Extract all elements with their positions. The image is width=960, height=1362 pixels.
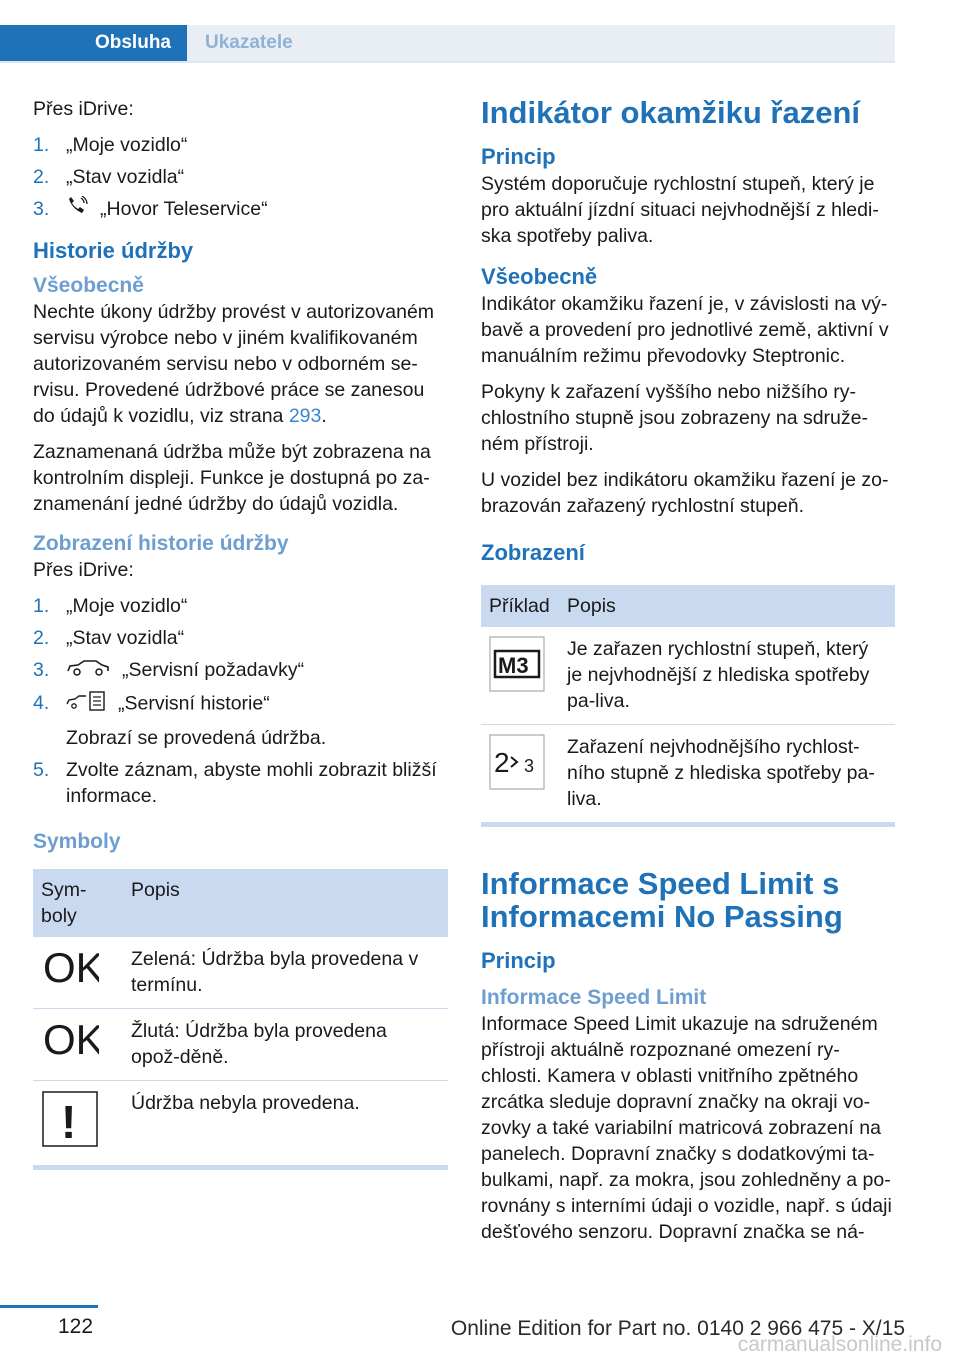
table-row [33,1009,448,1081]
svg-text:!: ! [61,1096,77,1149]
list-text: „Servisní historie“ [118,692,270,715]
list-number: 1. [33,595,50,618]
subsection-heading: Informace Speed Limit [481,986,707,1009]
paragraph: Pokyny k zařazení vyššího nebo nižšího ry‐chlostního stupně jsou zobrazeny na sdruže‐ném přístroji. [481,381,868,455]
display-table [481,585,895,827]
section-heading: Historie údržby [33,238,194,264]
svg-text:3: 3 [524,756,535,776]
intro-text: Přes iDrive: [33,559,134,582]
right-column [481,96,895,1255]
table-header: Popis [559,585,895,627]
page-number: 122 [58,1315,94,1338]
list-item [33,690,448,751]
service-history-icon [66,690,106,719]
table-cell: Zelená: Údržba byla provedena v termínu. [123,937,448,1009]
section-title: Indikátor okamžiku řazení [481,95,860,130]
left-column [33,96,448,1200]
edition-footer: Online Edition for Part no. 0140 2 966 475 - X/15 [450,1317,905,1340]
table-cell: Je zařazen rychlostní stupeň, který je nejvhodnější z hlediska spotřeby pa‐liva. [559,627,895,725]
paragraph: Indikátor okamžiku řazení je, v závislosti na vý‐bavě a provedení pro jednotlivé země, aktivní v manuálním režimu převodovky Steptronic. [481,293,889,367]
table-row [33,1081,448,1168]
section-title: Informace Speed Limit s Informacemi No Passing [481,866,843,934]
svg-text:M3: M3 [498,653,529,678]
list-item [33,593,448,619]
ok-green-icon [41,946,99,991]
section-heading: Všeobecně [481,264,598,289]
list-item [33,132,448,158]
watermark: carmanualsonline.info [737,1333,942,1356]
list-item [33,196,448,223]
section-heading: Princip [481,144,556,169]
paragraph: Nechte úkony údržby provést v autorizovaném servisu výrobce nebo v jiném kvalifikovaném autorizovaném servisu nebo v odborném se‐rvisu. Provedené údržbové práce se zanesou do údajů k vozidlu, viz strana 293. [33,301,435,428]
list-number: 3. [33,198,50,220]
list-item [33,657,448,684]
exclamation-icon [41,1096,99,1153]
ok-yellow-icon [41,1018,99,1063]
list-number: 1. [33,134,50,156]
page-number-rule [0,1305,98,1308]
intro-text: Přes iDrive: [33,98,134,120]
table-cell: Žlutá: Údržba byla provedena opož‐děně. [123,1009,448,1081]
list-text: Zvolte záznam, abyste mohli zobrazit bližší informace. [66,759,437,808]
list-subtext: Zobrazí se provedená údržba. [66,727,327,750]
subsection-heading: Zobrazení historie údržby [33,532,289,556]
subsection-heading: Všeobecně [33,274,144,298]
table-row [481,627,895,725]
history-steps [33,593,448,809]
list-text: „Stav vozidla“ [66,627,185,650]
table-cell: Údržba nebyla provedena. [123,1081,448,1168]
subsection-heading: Symboly [33,830,121,854]
paragraph: U vozidel bez indikátoru okamžiku řazení je zo‐brazován zařazený rychlostní stupeň. [481,469,889,517]
list-item [33,164,448,190]
list-item [33,625,448,651]
list-number: 2. [33,166,50,188]
list-number: 2. [33,627,50,650]
table-row [481,725,895,825]
table-cell: Zařazení nejvhodnějšího rychlost‐ního stupně z hlediska spotřeby pa‐liva. [559,725,895,825]
paragraph: Zaznamenaná údržba může být zobrazena na kontrolním displeji. Funkce je dostupná po za‐znamenání jedné údržby do údajů vozidla. [33,441,431,516]
section-heading: Zobrazení [481,540,585,565]
svg-text:OK: OK [43,946,99,987]
header-divider [0,61,895,63]
svg-text:OK: OK [43,1018,99,1059]
list-number: 3. [33,659,50,682]
teleservice-steps [33,132,448,223]
tab-obsluha[interactable]: Obsluha [0,25,187,61]
list-text: „Stav vozidla“ [66,166,185,188]
header-tabs [0,25,895,61]
paragraph: Informace Speed Limit ukazuje na sdruženém přístroji aktuálně rozpoznané omezení ry‐chlosti. Kamera v oblasti vnitřního zpětného zrcátka sleduje dopravní značky na okraji vo‐zovky a také variabilní matricová zobrazení na panelech. Dopravní značky s dodatkovými ta‐bulkami, např. za mokra, jsou zohledněny a po‐rovnány s interními údaji o vozidle, např. s údaji dešťového senzoru. Dopravní značka se ná‐ [481,1013,892,1243]
list-text: „Moje vozidlo“ [66,595,188,618]
page-link[interactable]: 293 [288,405,322,428]
gear-shift-2-to-3-icon [489,747,545,795]
table-header: Příklad [481,585,559,627]
list-text: „Hovor Teleservice“ [100,198,268,220]
paragraph: Systém doporučuje rychlostní stupeň, který je pro aktuální jízdní situaci nejvhodnější z hledi‐ska spotřeby paliva. [481,173,879,247]
list-text: „Moje vozidlo“ [66,134,188,156]
car-service-icon [66,658,110,684]
table-row [33,937,448,1009]
section-heading: Princip [481,948,556,973]
list-number: 4. [33,692,50,715]
table-header: Sym‐boly [33,869,123,937]
symbols-table [33,869,448,1170]
list-item [33,757,448,809]
tab-ukazatele[interactable]: Ukazatele [187,25,895,61]
gear-m3-icon [489,653,545,697]
svg-text:2: 2 [494,747,510,778]
list-number: 5. [33,759,50,782]
table-header: Popis [123,869,448,937]
phone-icon [66,196,88,223]
list-text: „Servisní požadavky“ [122,659,305,682]
